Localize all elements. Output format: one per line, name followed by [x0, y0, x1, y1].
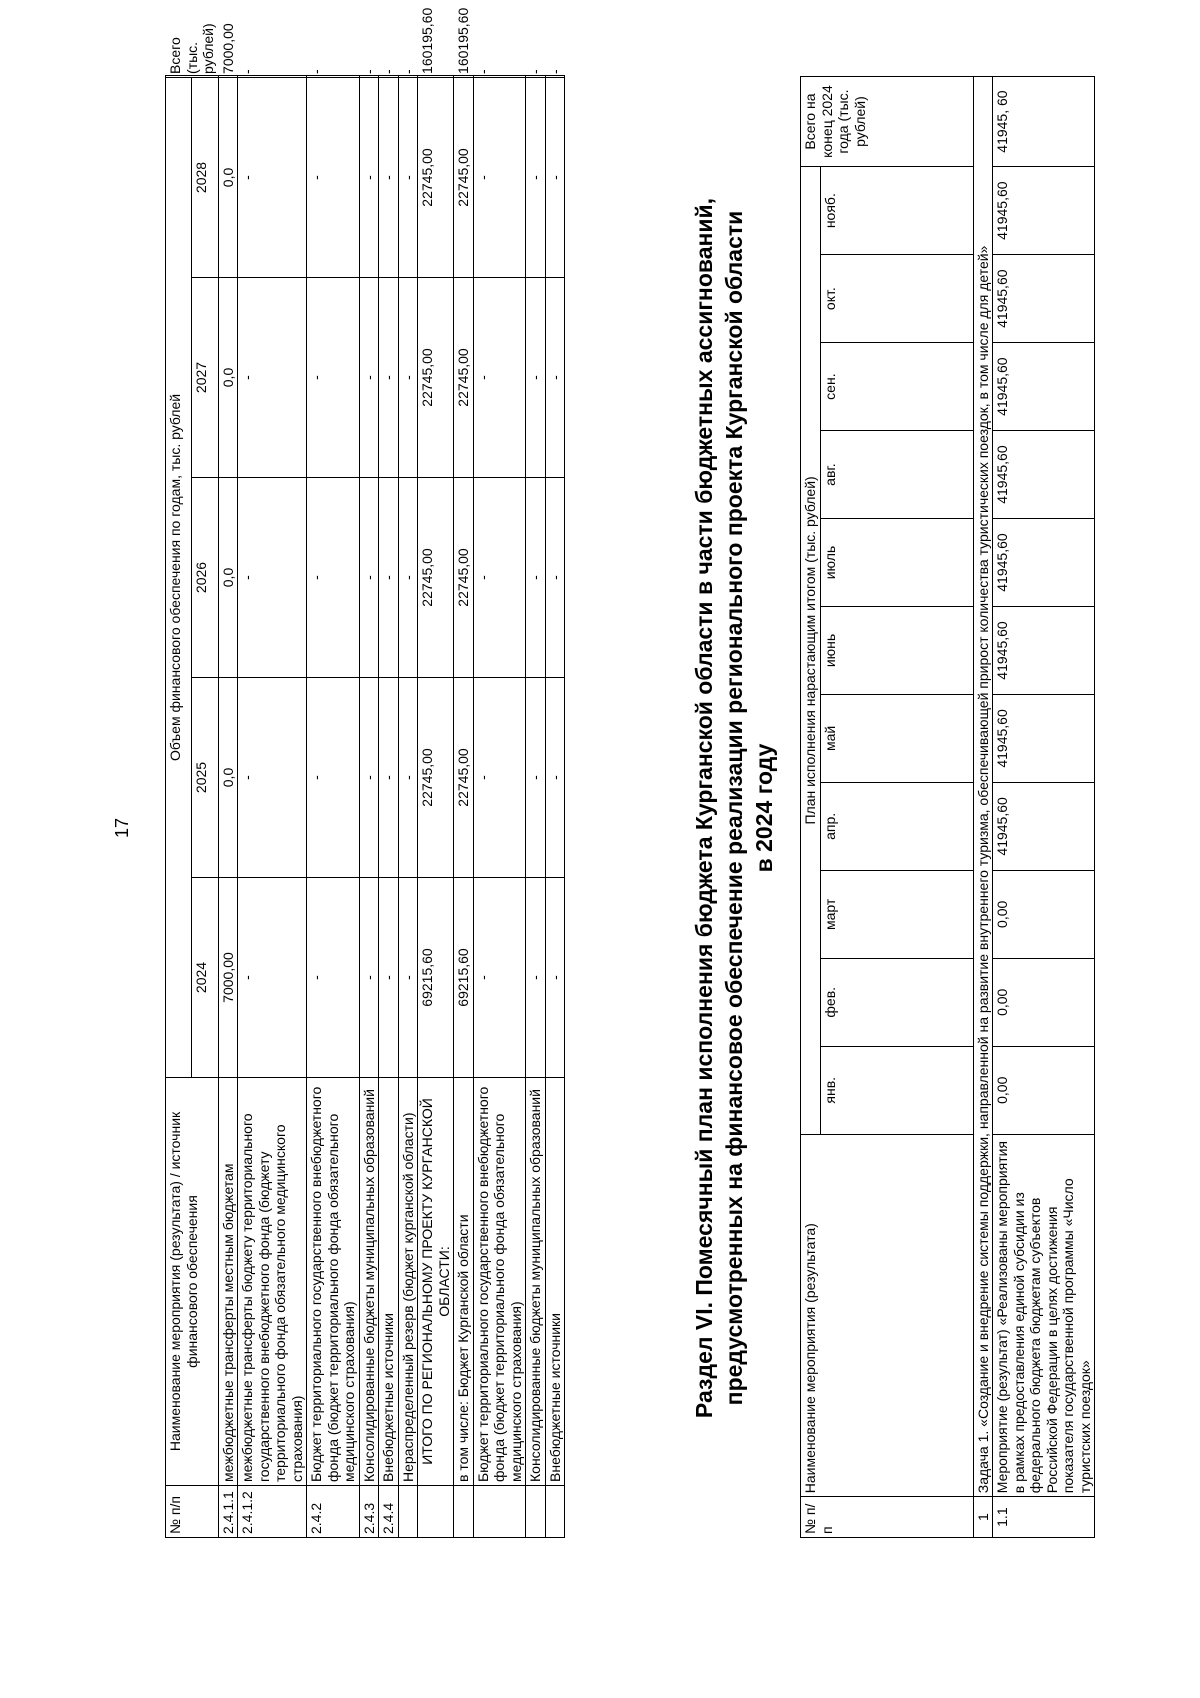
row-value: -	[307, 278, 360, 478]
row-value: -	[398, 678, 418, 878]
row-num	[526, 1486, 546, 1538]
head-total: Всего на конец 2024 года (тыс. рублей)	[801, 77, 974, 167]
row-value: -	[359, 278, 379, 478]
row-num	[398, 1486, 418, 1538]
row-value: -	[473, 77, 526, 277]
row-value: -	[238, 478, 307, 678]
row-value: 0,0	[218, 278, 238, 478]
month-value: 0,00	[993, 1046, 1095, 1134]
table-row	[218, 75, 238, 1537]
month-value: 41945,60	[993, 782, 1095, 870]
row-name: межбюджетные трансферты местным бюджетам	[218, 1078, 238, 1486]
row-value: -	[307, 678, 360, 878]
row-num: 1.1	[993, 1497, 1095, 1538]
row-value: -	[526, 278, 546, 478]
row-value: -	[398, 77, 418, 277]
row-name: Мероприятие (результат) «Реализованы мероприятия в рамках предоставления единой субсидии из федерального бюджета бюджетам субъектов Российской Федерации в целях достижения показателя государственной программы «Число туристских поездок»	[993, 1134, 1095, 1497]
row-value: -	[473, 678, 526, 878]
row-value: -	[545, 77, 565, 277]
row-total: 7000,00	[218, 75, 238, 77]
month-value: 41945,60	[993, 167, 1095, 255]
row-value: 0,0	[218, 478, 238, 678]
table-row	[418, 75, 454, 1537]
row-num	[418, 1486, 454, 1538]
head-name: Наименование мероприятия (результата)	[801, 1134, 974, 1497]
row-value: -	[238, 278, 307, 478]
row-value: 69215,60	[418, 878, 454, 1078]
row-total: -	[526, 75, 546, 77]
row-value: -	[545, 678, 565, 878]
row-num	[473, 1486, 526, 1538]
row-value: -	[398, 878, 418, 1078]
row-name: Консолидированные бюджеты муниципальных образований	[526, 1078, 546, 1486]
month-value: 41945,60	[993, 255, 1095, 343]
task-num: 1	[973, 1497, 993, 1538]
row-num: 2.4.2	[307, 1486, 360, 1538]
row-value: -	[359, 878, 379, 1078]
row-name: Бюджет территориального государственного внебюджетного фонда (бюджет территориального фонда обязательного медицинского страхования)	[473, 1078, 526, 1486]
month-header: июль	[820, 519, 973, 607]
row-value: -	[359, 478, 379, 678]
month-header: нояб.	[820, 167, 973, 255]
table-row	[398, 75, 418, 1537]
head-year: 2026	[192, 478, 218, 678]
row-value: 0,0	[218, 77, 238, 277]
table-row	[526, 75, 546, 1537]
row-num: 2.4.1.1	[218, 1486, 238, 1538]
row-value: -	[526, 678, 546, 878]
month-value: 41945,60	[993, 694, 1095, 782]
row-total: -	[359, 75, 379, 77]
row-name: Нераспределенный резерв (бюджет курганской области)	[398, 1078, 418, 1486]
table-row	[359, 75, 379, 1537]
row-total: -	[473, 75, 526, 77]
table-row	[545, 75, 565, 1537]
section-title-line: в 2024 году	[750, 743, 777, 873]
table-row	[238, 75, 307, 1537]
month-value: 41945,60	[993, 431, 1095, 519]
row-value: -	[473, 478, 526, 678]
row-name: Внебюджетные источники	[379, 1078, 399, 1486]
head-year: 2024	[192, 878, 218, 1078]
row-value: -	[473, 278, 526, 478]
row-value: -	[379, 77, 399, 277]
row-value: -	[307, 478, 360, 678]
month-value: 41945,60	[993, 343, 1095, 431]
row-num: 2.4.4	[379, 1486, 399, 1538]
plan-row	[993, 77, 1095, 1538]
monthly-plan-table	[800, 76, 1095, 1538]
row-total: -	[379, 75, 399, 77]
head-year: 2028	[192, 77, 218, 277]
row-value: 22745,00	[418, 478, 454, 678]
row-value: 22745,00	[418, 77, 454, 277]
table-row	[454, 75, 474, 1537]
month-value: 41945,60	[993, 607, 1095, 695]
financing-rows	[218, 7, 565, 1537]
row-num	[454, 1486, 474, 1538]
row-value: -	[398, 478, 418, 678]
row-value: -	[526, 478, 546, 678]
row-value: -	[379, 678, 399, 878]
row-value: 22745,00	[454, 278, 474, 478]
table-row	[473, 75, 526, 1537]
head-volume: Объем финансового обеспечения по годам, тыс. рублей	[166, 77, 192, 1077]
month-header: апр.	[820, 782, 973, 870]
row-num: 2.4.1.2	[238, 1486, 307, 1538]
section-title	[690, 118, 780, 1498]
month-header: янв.	[820, 1046, 973, 1134]
row-total: -	[545, 75, 565, 77]
month-header: фев.	[820, 958, 973, 1046]
head-num: № п/п	[166, 1486, 219, 1538]
month-header: окт.	[820, 255, 973, 343]
month-header: сен.	[820, 343, 973, 431]
month-header: июнь	[820, 607, 973, 695]
row-value: 69215,60	[454, 878, 474, 1078]
row-value: -	[238, 678, 307, 878]
task-text: Задача 1. «Создание и внедрение системы поддержки, направленной на развитие внутреннего туризма, обеспечивающей прирост количества туристических поездок, в том числе для детей»	[973, 77, 993, 1497]
row-total: 160195,60	[418, 75, 454, 77]
row-value: 7000,00	[218, 878, 238, 1078]
section-title-line: Раздел VI. Помесячный план исполнения бюджета Курганской области в части бюджетных ассигнований,	[691, 197, 717, 1419]
row-value: -	[359, 77, 379, 277]
row-value: -	[307, 77, 360, 277]
row-value: -	[379, 478, 399, 678]
row-name: межбюджетные трансферты бюджету территориального государственного внебюджетного фонда (бюджету территориального фонда обязательного медицинского страхования)	[238, 1078, 307, 1486]
month-value: 0,00	[993, 958, 1095, 1046]
row-value: -	[545, 478, 565, 678]
page-number: 17	[112, 817, 132, 838]
row-value: -	[307, 878, 360, 1078]
head-total: Всего (тыс. рублей)	[166, 75, 219, 77]
section-title-line: предусмотренных на финансовое обеспечение реализации регионального проекта Курганской области	[720, 210, 747, 1406]
row-value: -	[238, 77, 307, 277]
row-value: 0,0	[218, 678, 238, 878]
row-total: -	[398, 75, 418, 77]
row-name: Бюджет территориального государственного внебюджетного фонда (бюджет территориального фонда обязательного медицинского страхования)	[307, 1078, 360, 1486]
row-value: -	[473, 878, 526, 1078]
row-num: 2.4.3	[359, 1486, 379, 1538]
row-total: 41945, 60	[993, 77, 1095, 167]
row-value: 22745,00	[454, 77, 474, 277]
month-value: 41945,60	[993, 519, 1095, 607]
row-value: -	[545, 878, 565, 1078]
financing-table	[165, 7, 565, 1538]
row-value: 22745,00	[454, 478, 474, 678]
row-value: -	[526, 878, 546, 1078]
row-value: -	[238, 878, 307, 1078]
head-num: № п/п	[801, 1497, 974, 1538]
month-header: март	[820, 870, 973, 958]
row-value: -	[526, 77, 546, 277]
month-value: 0,00	[993, 870, 1095, 958]
head-year: 2027	[192, 278, 218, 478]
table-row	[307, 75, 360, 1537]
row-value: -	[359, 678, 379, 878]
row-value: 22745,00	[454, 678, 474, 878]
row-name: Внебюджетные источники	[545, 1078, 565, 1486]
row-name: Консолидированные бюджеты муниципальных образований	[359, 1078, 379, 1486]
head-name: Наименование мероприятия (результата) / источник финансового обеспечения	[166, 1078, 219, 1486]
table-row	[379, 75, 399, 1537]
row-value: 22745,00	[418, 678, 454, 878]
row-value: -	[545, 278, 565, 478]
head-plan: План исполнения нарастающим итогом (тыс. рублей)	[801, 167, 821, 1135]
row-value: -	[379, 278, 399, 478]
row-name: ИТОГО ПО РЕГИОНАЛЬНОМУ ПРОЕКТУ КУРГАНСКОЙ ОБЛАСТИ:	[418, 1078, 454, 1486]
row-value: -	[398, 278, 418, 478]
row-total: -	[307, 75, 360, 77]
month-header: май	[820, 694, 973, 782]
row-total: 160195,60	[454, 75, 474, 77]
row-value: 22745,00	[418, 278, 454, 478]
row-num	[545, 1486, 565, 1538]
row-total: -	[238, 75, 307, 77]
month-header: авг.	[820, 431, 973, 519]
head-year: 2025	[192, 678, 218, 878]
row-value: -	[379, 878, 399, 1078]
row-name: в том числе: Бюджет Курганской области	[454, 1078, 474, 1486]
